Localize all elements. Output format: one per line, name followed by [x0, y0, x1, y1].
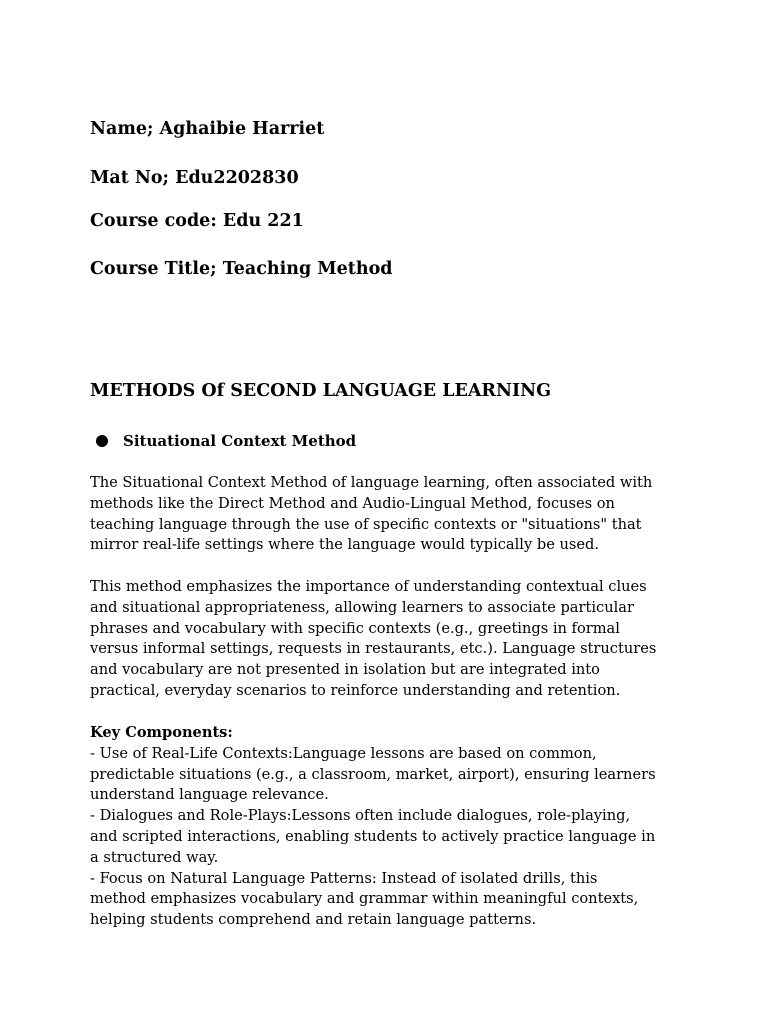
- bullet-dot-icon: [96, 435, 108, 447]
- key-component-line: - Focus on Natural Language Patterns: Instead of isolated drills, this: [90, 869, 598, 887]
- bullet-label: Situational Context Method: [123, 432, 357, 450]
- paragraph-line: mirror real-life settings where the language would typically be used.: [90, 536, 599, 554]
- paragraph-line: versus informal settings, requests in restaurants, etc.). Language structures: [90, 640, 657, 658]
- matriculation-number: Mat No; Edu2202830: [90, 168, 299, 188]
- paragraph-line: and situational appropriateness, allowing learners to associate particular: [90, 598, 634, 616]
- key-component-line: method emphasizes vocabulary and grammar within meaningful contexts,: [90, 890, 639, 908]
- paragraph-line: phrases and vocabulary with specific contexts (e.g., greetings in formal: [90, 619, 620, 637]
- bullet-item: [96, 431, 356, 451]
- key-components-heading: Key Components:: [90, 724, 233, 741]
- paragraph-line: and vocabulary are not presented in isolation but are integrated into: [90, 661, 600, 679]
- course-title: Course Title; Teaching Method: [90, 259, 393, 279]
- paragraph-line: The Situational Context Method of language learning, often associated with: [90, 474, 653, 491]
- document-heading: METHODS Of SECOND LANGUAGE LEARNING: [90, 381, 552, 401]
- paragraph-intro: [90, 473, 710, 556]
- paragraph-line: This method emphasizes the importance of understanding contextual clues: [90, 578, 647, 595]
- key-component-line: a structured way.: [90, 848, 219, 866]
- course-code: Course code: Edu 221: [90, 211, 304, 231]
- key-component-line: and scripted interactions, enabling students to actively practice language in: [90, 827, 656, 845]
- paragraph-line: teaching language through the use of specific contexts or "situations" that: [90, 515, 642, 533]
- paragraph-line: practical, everyday scenarios to reinforce understanding and retention.: [90, 681, 621, 699]
- paragraph-emphasis: [90, 577, 710, 702]
- key-components-section: [90, 723, 710, 931]
- key-component-line: understand language relevance.: [90, 786, 329, 804]
- key-component-line: - Dialogues and Role-Plays:Lessons often include dialogues, role-playing,: [90, 807, 631, 825]
- key-component-line: - Use of Real-Life Contexts:Language lessons are based on common,: [90, 744, 597, 762]
- key-component-line: predictable situations (e.g., a classroom, market, airport), ensuring learners: [90, 765, 656, 783]
- key-component-line: helping students comprehend and retain language patterns.: [90, 911, 537, 929]
- paragraph-line: methods like the Direct Method and Audio-Lingual Method, focuses on: [90, 494, 615, 512]
- student-name: Name; Aghaibie Harriet: [90, 119, 325, 139]
